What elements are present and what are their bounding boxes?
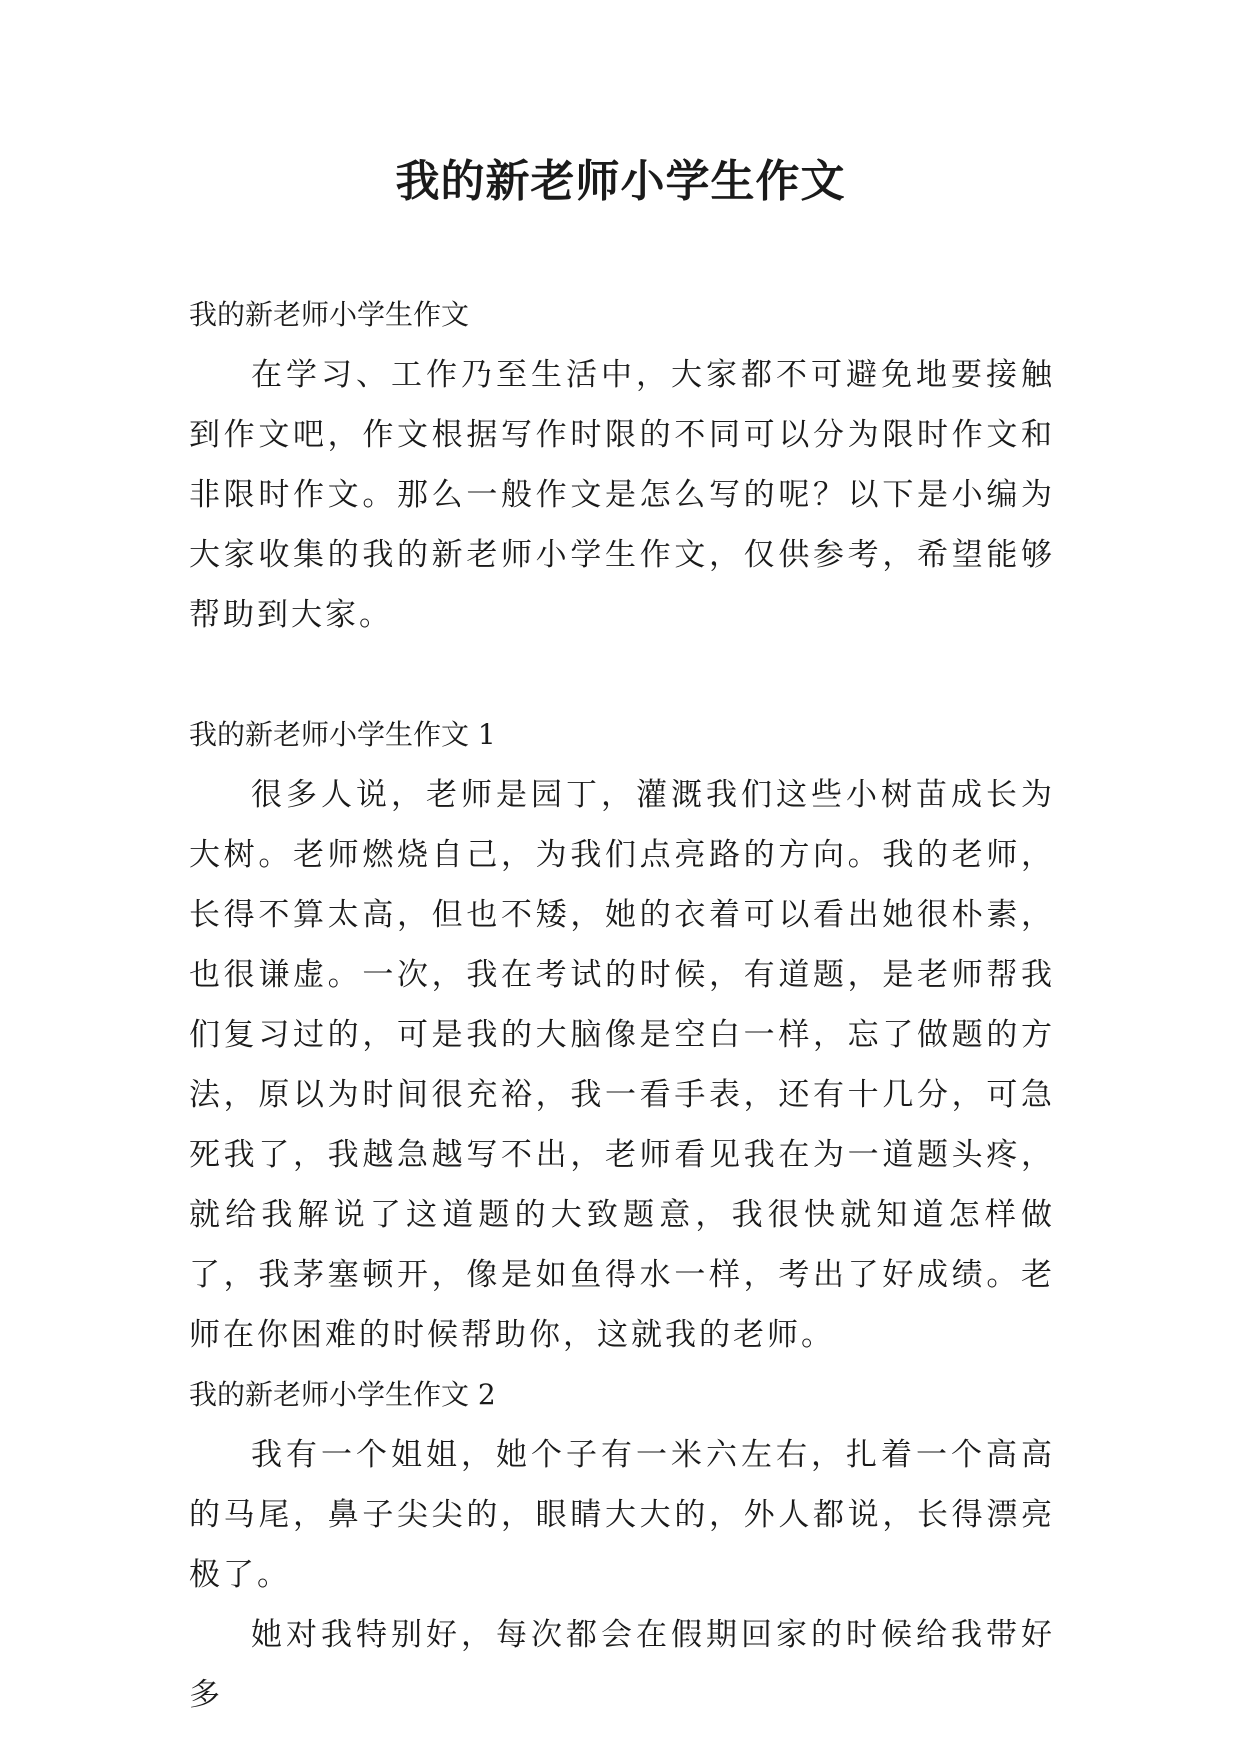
section-essay-1 (189, 705, 1055, 1365)
section-heading: 我的新老师小学生作文 (189, 298, 470, 331)
paragraph: 在学习、工作乃至生活中，大家都不可避免地要接触到作文吧，作文根据写作时限的不同可以分为限时作文和非限时作文。那么一般作文是怎么写的呢？以下是小编为大家收集的我的新老师小学生作文，仅供参考，希望能够帮助到大家。 (189, 357, 1055, 633)
section-spacer (189, 645, 1055, 705)
section-heading: 我的新老师小学生作文 2 (189, 1378, 496, 1411)
section-heading: 我的新老师小学生作文 1 (189, 718, 496, 751)
section-intro (189, 285, 1055, 645)
paragraph: 她对我特别好，每次都会在假期回家的时候给我带好多 (189, 1617, 1055, 1713)
paragraph: 很多人说，老师是园丁，灌溉我们这些小树苗成长为大树。老师燃烧自己，为我们点亮路的方向。我的老师，长得不算太高，但也不矮，她的衣着可以看出她很朴素，也很谦虚。一次，我在考试的时候，有道题，是老师帮我们复习过的，可是我的大脑像是空白一样，忘了做题的方法，原以为时间很充裕，我一看手表，还有十几分，可急死我了，我越急越写不出，老师看见我在为一道题头疼，就给我解说了这道题的大致题意，我很快就知道怎样做了，我茅塞顿开，像是如鱼得水一样，考出了好成绩。老师在你困难的时候帮助你，这就我的老师。 (189, 777, 1055, 1353)
paragraph: 我有一个姐姐，她个子有一米六左右，扎着一个高高的马尾，鼻子尖尖的，眼睛大大的，外人都说，长得漂亮极了。 (189, 1437, 1055, 1593)
document-body (189, 285, 1055, 1725)
section-essay-2 (189, 1365, 1055, 1725)
document-title: 我的新老师小学生作文 (395, 156, 846, 207)
